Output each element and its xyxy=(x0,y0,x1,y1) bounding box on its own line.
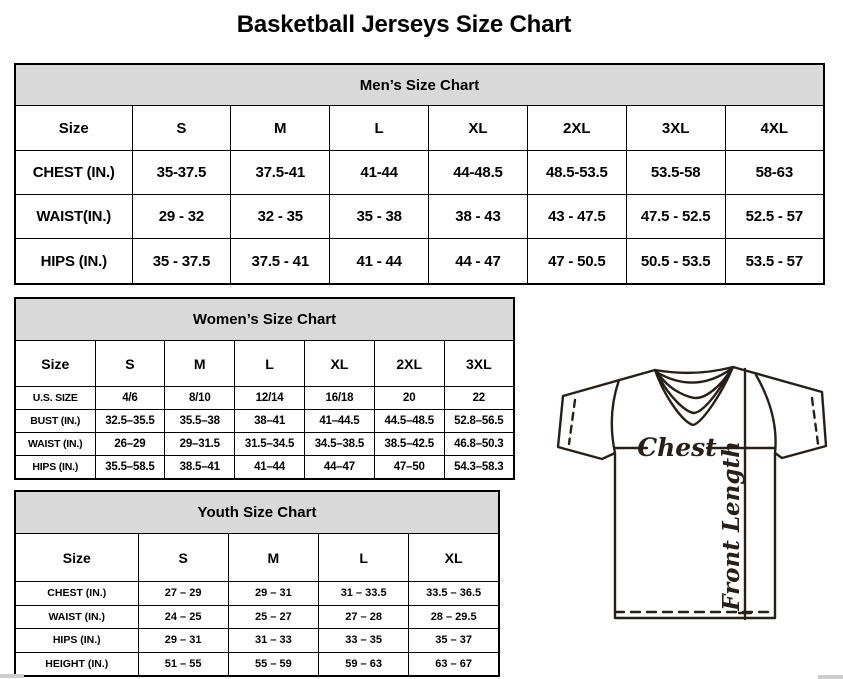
value-cell: 51 – 55 xyxy=(138,652,228,676)
value-cell: 25 – 27 xyxy=(228,605,318,629)
table-row xyxy=(15,652,499,676)
row-label: WAIST(IN.) xyxy=(15,195,132,239)
value-cell: 53.5 - 57 xyxy=(725,239,824,285)
value-cell: 31 – 33.5 xyxy=(319,582,409,606)
left-cuff-dashed-line xyxy=(569,400,575,444)
column-header: 2XL xyxy=(374,341,444,387)
column-header: M xyxy=(231,106,330,151)
column-header: 4XL xyxy=(725,106,824,151)
value-cell: 54.3–58.3 xyxy=(444,456,514,480)
value-cell: 35.5–58.5 xyxy=(95,456,165,480)
value-cell: 41-44 xyxy=(330,151,429,195)
row-label: HIPS (IN.) xyxy=(15,239,132,285)
womens-column-header-row xyxy=(15,341,514,387)
column-header: Size xyxy=(15,106,132,151)
value-cell: 38.5–42.5 xyxy=(374,433,444,456)
value-cell: 31.5–34.5 xyxy=(235,433,305,456)
column-header: L xyxy=(235,341,305,387)
value-cell: 27 – 29 xyxy=(138,582,228,606)
value-cell: 34.5–38.5 xyxy=(304,433,374,456)
mens-table-title: Men’s Size Chart xyxy=(15,64,824,106)
value-cell: 29–31.5 xyxy=(165,433,235,456)
column-header: M xyxy=(228,534,318,582)
right-cuff-dashed-line xyxy=(812,398,818,444)
value-cell: 41 - 44 xyxy=(330,239,429,285)
left-armhole-seam xyxy=(612,380,619,453)
value-cell: 29 – 31 xyxy=(228,582,318,606)
womens-table-title: Women’s Size Chart xyxy=(15,298,514,341)
jersey-measurement-diagram xyxy=(555,360,837,624)
value-cell: 44–47 xyxy=(304,456,374,480)
value-cell: 24 – 25 xyxy=(138,605,228,629)
row-label: WAIST (IN.) xyxy=(15,605,138,629)
mens-size-table xyxy=(14,63,825,285)
column-header: 3XL xyxy=(444,341,514,387)
womens-size-table xyxy=(14,297,515,480)
value-cell: 47.5 - 52.5 xyxy=(626,195,725,239)
value-cell: 48.5-53.5 xyxy=(527,151,626,195)
front-length-label: Front Length xyxy=(718,441,745,611)
column-header: L xyxy=(319,534,409,582)
horizontal-scrollbar-fragment-left[interactable] xyxy=(0,674,24,678)
value-cell: 8/10 xyxy=(165,387,235,410)
column-header: 2XL xyxy=(527,106,626,151)
value-cell: 38.5–41 xyxy=(165,456,235,480)
column-header: XL xyxy=(304,341,374,387)
value-cell: 38–41 xyxy=(235,410,305,433)
value-cell: 29 – 31 xyxy=(138,629,228,653)
youth-table-title: Youth Size Chart xyxy=(15,491,499,534)
column-header: 3XL xyxy=(626,106,725,151)
value-cell: 63 – 67 xyxy=(409,652,499,676)
value-cell: 55 – 59 xyxy=(228,652,318,676)
value-cell: 38 - 43 xyxy=(429,195,528,239)
row-label: CHEST (IN.) xyxy=(15,582,138,606)
table-row xyxy=(15,456,514,480)
column-header: XL xyxy=(409,534,499,582)
value-cell: 41–44.5 xyxy=(304,410,374,433)
value-cell: 43 - 47.5 xyxy=(527,195,626,239)
value-cell: 4/6 xyxy=(95,387,165,410)
column-header: S xyxy=(95,341,165,387)
value-cell: 26–29 xyxy=(95,433,165,456)
column-header: Size xyxy=(15,534,138,582)
value-cell: 12/14 xyxy=(235,387,305,410)
youth-size-table xyxy=(14,490,500,677)
table-row xyxy=(15,387,514,410)
row-label: HIPS (IN.) xyxy=(15,629,138,653)
value-cell: 44 - 47 xyxy=(429,239,528,285)
value-cell: 47 - 50.5 xyxy=(527,239,626,285)
value-cell: 35.5–38 xyxy=(165,410,235,433)
value-cell: 53.5-58 xyxy=(626,151,725,195)
table-row xyxy=(15,582,499,606)
jersey-outline xyxy=(558,367,826,618)
row-label: U.S. SIZE xyxy=(15,387,95,410)
value-cell: 20 xyxy=(374,387,444,410)
value-cell: 29 - 32 xyxy=(132,195,231,239)
womens-table-header-band xyxy=(15,298,514,341)
value-cell: 28 – 29.5 xyxy=(409,605,499,629)
value-cell: 32 - 35 xyxy=(231,195,330,239)
column-header: Size xyxy=(15,341,95,387)
value-cell: 52.8–56.5 xyxy=(444,410,514,433)
table-row xyxy=(15,433,514,456)
value-cell: 52.5 - 57 xyxy=(725,195,824,239)
horizontal-scrollbar-fragment-right[interactable] xyxy=(818,675,843,679)
table-row xyxy=(15,410,514,433)
value-cell: 32.5–35.5 xyxy=(95,410,165,433)
value-cell: 37.5 - 41 xyxy=(231,239,330,285)
page-title: Basketball Jerseys Size Chart xyxy=(236,11,572,38)
value-cell: 35 - 38 xyxy=(330,195,429,239)
mens-table-header-band xyxy=(15,64,824,106)
youth-column-header-row xyxy=(15,534,499,582)
collar-top-edge xyxy=(655,367,733,373)
table-row xyxy=(15,629,499,653)
value-cell: 58-63 xyxy=(725,151,824,195)
column-header: M xyxy=(165,341,235,387)
row-label: HIPS (IN.) xyxy=(15,456,95,480)
table-row xyxy=(15,239,824,285)
table-row xyxy=(15,195,824,239)
row-label: HEIGHT (IN.) xyxy=(15,652,138,676)
value-cell: 35 - 37.5 xyxy=(132,239,231,285)
value-cell: 44-48.5 xyxy=(429,151,528,195)
row-label: BUST (IN.) xyxy=(15,410,95,433)
table-row xyxy=(15,605,499,629)
value-cell: 50.5 - 53.5 xyxy=(626,239,725,285)
value-cell: 41–44 xyxy=(235,456,305,480)
value-cell: 46.8–50.3 xyxy=(444,433,514,456)
column-header: L xyxy=(330,106,429,151)
value-cell: 47–50 xyxy=(374,456,444,480)
column-header: S xyxy=(138,534,228,582)
row-label: CHEST (IN.) xyxy=(15,151,132,195)
chest-label: Chest xyxy=(637,433,717,462)
value-cell: 33 – 35 xyxy=(319,629,409,653)
row-label: WAIST (IN.) xyxy=(15,433,95,456)
column-header: XL xyxy=(429,106,528,151)
right-armhole-seam xyxy=(756,375,776,453)
value-cell: 31 – 33 xyxy=(228,629,318,653)
value-cell: 22 xyxy=(444,387,514,410)
youth-table-header-band xyxy=(15,491,499,534)
value-cell: 35-37.5 xyxy=(132,151,231,195)
value-cell: 44.5–48.5 xyxy=(374,410,444,433)
value-cell: 33.5 – 36.5 xyxy=(409,582,499,606)
mens-column-header-row xyxy=(15,106,824,151)
value-cell: 37.5-41 xyxy=(231,151,330,195)
value-cell: 59 – 63 xyxy=(319,652,409,676)
value-cell: 16/18 xyxy=(304,387,374,410)
column-header: S xyxy=(132,106,231,151)
value-cell: 27 – 28 xyxy=(319,605,409,629)
table-row xyxy=(15,151,824,195)
value-cell: 35 – 37 xyxy=(409,629,499,653)
